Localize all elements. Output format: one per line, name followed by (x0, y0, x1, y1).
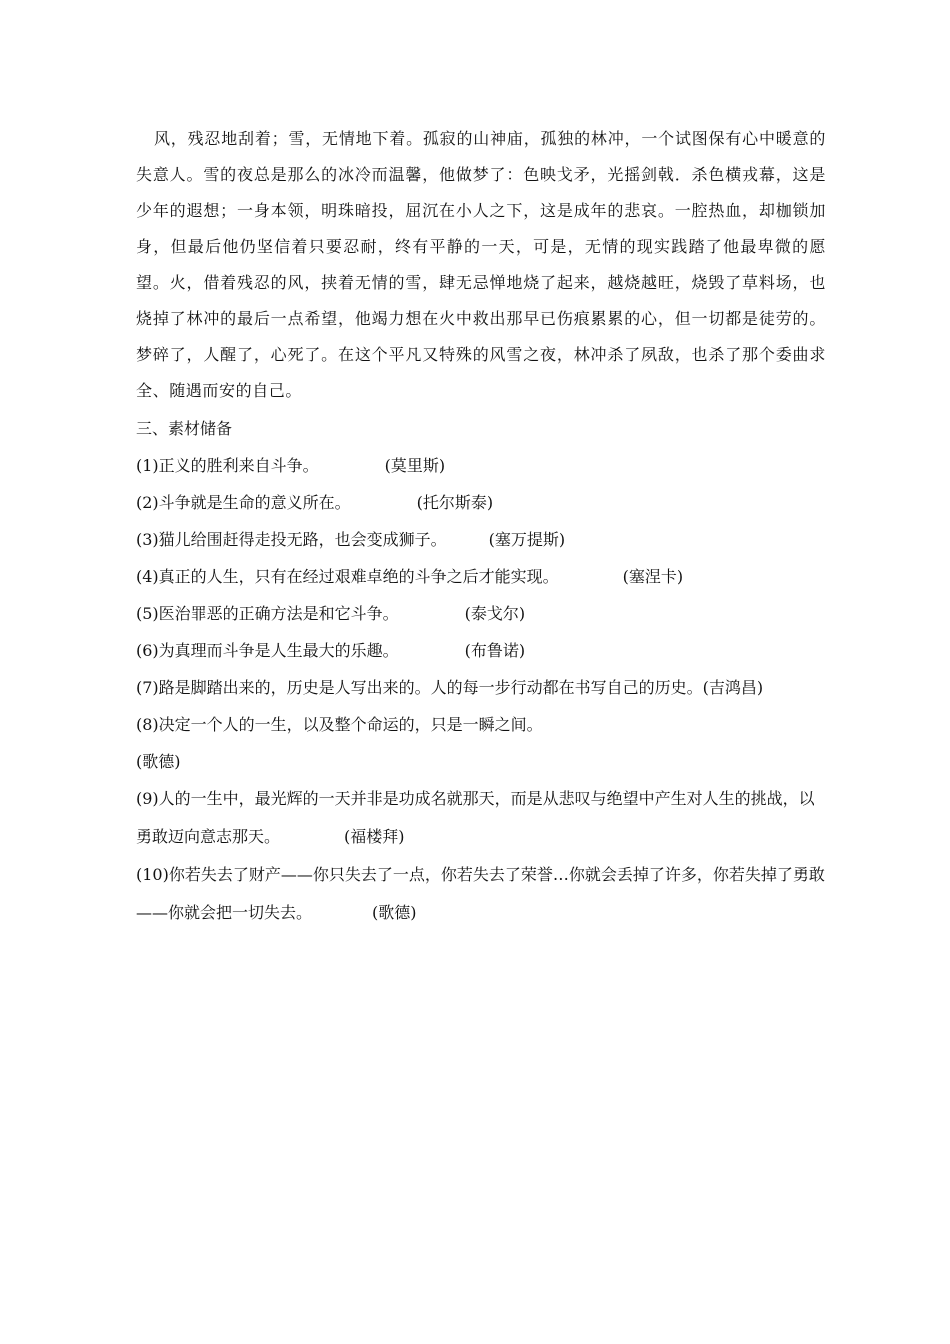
quote-text: (1)正义的胜利来自斗争。 (136, 456, 319, 475)
quote-author: (莫里斯) (384, 456, 446, 475)
quote-text: (5)医治罪恶的正确方法是和它斗争。 (136, 604, 399, 623)
quote-item (136, 447, 826, 484)
quote-author: (塞涅卡) (622, 567, 684, 586)
quote-text: (9)人的一生中，最光辉的一天并非是功成名就那天，而是从悲叹与绝望中产生对人生的挑战，以勇敢迈向意志那天。 (136, 789, 815, 846)
quote-text: (8)决定一个人的一生，以及整个命运的，只是一瞬之间。 (136, 715, 543, 734)
document-content (136, 121, 826, 932)
quote-text: (4)真正的人生，只有在经过艰难卓绝的斗争之后才能实现。 (136, 567, 559, 586)
quote-text: (7)路是脚踏出来的，历史是人写出来的。人的每一步行动都在书写自己的历史。 (136, 678, 703, 697)
quote-author: (布鲁诺) (464, 641, 526, 660)
quote-text: (10)你若失去了财产——你只失去了一点，你若失去了荣誉…你就会丢掉了许多，你若失掉了勇敢——你就会把一切失去。 (136, 865, 825, 922)
quote-item (136, 521, 826, 558)
quote-item (136, 484, 826, 521)
quote-item (136, 632, 826, 669)
quote-item (136, 780, 826, 856)
quote-item (136, 558, 826, 595)
quote-author: (塞万提斯) (488, 530, 566, 549)
quote-text: (2)斗争就是生命的意义所在。 (136, 493, 351, 512)
quote-author: (歌德) (372, 903, 417, 922)
quote-author: (托尔斯泰) (416, 493, 494, 512)
quote-item (136, 669, 826, 706)
quote-text: (6)为真理而斗争是人生最大的乐趣。 (136, 641, 399, 660)
section-heading: 三、素材储备 (136, 419, 233, 438)
quote-author: (泰戈尔) (464, 604, 526, 623)
quote-item (136, 856, 826, 932)
quote-author: (福楼拜) (344, 827, 405, 846)
quote-author: (吉鸿昌) (702, 678, 764, 697)
quote-author: (歌德) (136, 752, 181, 771)
quote-item (136, 595, 826, 632)
essay-paragraph: 风，残忍地刮着；雪，无情地下着。孤寂的山神庙，孤独的林冲，一个试图保有心中暖意的失意人。雪的夜总是那么的冰冷而温馨，他做梦了：色映戈矛，光摇剑戟．杀色横戎幕，这是少年的遐想；一身本领，明珠暗投，屈沉在小人之下，这是成年的悲哀。一腔热血，却枷锁加身，但最后他仍坚信着只要忍耐，终有平静的一天，可是，无情的现实践踏了他最卑微的愿望。火，借着残忍的风，挟着无情的雪，肆无忌惮地烧了起来，越烧越旺，烧毁了草料场，也烧掉了林冲的最后一点希望，他竭力想在火中救出那早已伤痕累累的心，但一切都是徒劳的。梦碎了，人醒了，心死了。在这个平凡又特殊的风雪之夜，林冲杀了夙敌，也杀了那个委曲求全、随遇而安的自己。 (136, 129, 826, 400)
quote-text: (3)猫儿给围赶得走投无路，也会变成狮子。 (136, 530, 447, 549)
quote-item (136, 706, 826, 780)
